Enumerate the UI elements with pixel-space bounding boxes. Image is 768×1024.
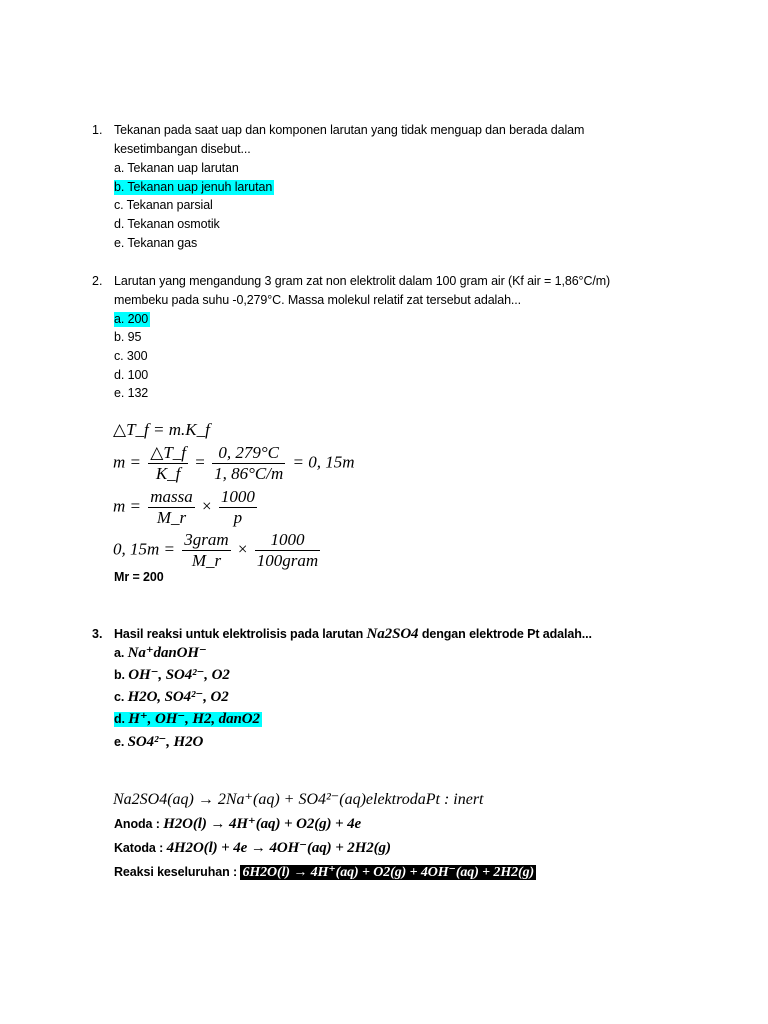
equation-substitution: 0, 15m = $\frac{\text{3gram}}{M\_r}$ × $\frac{1000}{\text{100gram}}$ bbox=[113, 530, 319, 570]
option-d: d. Tekanan osmotik bbox=[114, 217, 220, 231]
option-formula: Na⁺danOH⁻ bbox=[127, 645, 207, 661]
option-e bbox=[114, 734, 203, 750]
eq-lhs: m = bbox=[113, 496, 141, 516]
option-letter: b. bbox=[114, 668, 125, 682]
correct-answer-highlight: a. 200 bbox=[114, 312, 149, 326]
option-b bbox=[114, 667, 230, 683]
option-formula: SO4²⁻, H2O bbox=[127, 734, 204, 750]
eq-lhs: 0, 15m = bbox=[113, 539, 175, 559]
option-letter: d. bbox=[114, 712, 125, 726]
option-c: c. 300 bbox=[114, 349, 148, 363]
eq-lhs: m = bbox=[113, 452, 141, 472]
dissociation-reaction: Na2SO4(aq) → 2Na⁺(aq) + SO4²⁻(aq)elektrodaPt : inert bbox=[113, 791, 484, 808]
fraction bbox=[219, 487, 257, 528]
correct-answer-highlight: b. Tekanan uap jenuh larutan bbox=[114, 180, 273, 194]
equation-molality-mass: m = $\frac{\text{massa}}{M\_r}$ × $\frac{1000}{p}$ bbox=[113, 487, 255, 527]
question-text: Tekanan pada saat uap dan komponen larutan yang tidak menguap dan berada dalam bbox=[114, 123, 585, 137]
option-formula: OH⁻, SO4²⁻, O2 bbox=[128, 667, 230, 683]
fraction bbox=[212, 443, 285, 484]
overall-reaction bbox=[114, 864, 536, 881]
correct-answer-highlight bbox=[114, 712, 262, 727]
option-a-correct bbox=[114, 311, 150, 327]
fraction bbox=[182, 530, 230, 571]
anode-reaction bbox=[114, 816, 361, 832]
denominator: M_r bbox=[156, 508, 187, 527]
formula-na2so4: Na2SO4 bbox=[366, 626, 419, 642]
option-b-correct bbox=[114, 179, 274, 195]
numerator: massa bbox=[150, 487, 193, 506]
option-letter: a. bbox=[114, 646, 125, 660]
option-e: e. 132 bbox=[114, 386, 149, 400]
final-result: Mr = 200 bbox=[114, 570, 164, 584]
fraction bbox=[148, 487, 195, 528]
question-number: 2. bbox=[92, 274, 103, 288]
option-a: a. Tekanan uap larutan bbox=[114, 161, 239, 175]
numerator: 0, 279°C bbox=[212, 443, 285, 464]
cathode-reaction bbox=[114, 840, 391, 856]
equation-freezing-point: △T_f = m.K_f bbox=[113, 420, 210, 439]
option-d: d. 100 bbox=[114, 368, 149, 382]
option-c: c. Tekanan parsial bbox=[114, 198, 213, 212]
option-d-correct bbox=[114, 711, 262, 727]
cathode-label: Katoda : bbox=[114, 841, 164, 855]
anode-label: Anoda : bbox=[114, 817, 160, 831]
option-letter: e. bbox=[114, 735, 125, 749]
eq-result: = 0, 15m bbox=[292, 452, 355, 472]
numerator: 3gram bbox=[184, 530, 229, 549]
denominator: p bbox=[233, 508, 243, 527]
numerator: 1000 bbox=[220, 487, 255, 506]
question-text-end: dengan elektrode Pt adalah... bbox=[421, 627, 592, 641]
option-b: b. 95 bbox=[114, 330, 142, 344]
overall-equation: 6H2O(l) → 4H⁺(aq) + O2(g) + 4OH⁻(aq) + 2H2(g) bbox=[242, 865, 535, 880]
option-c bbox=[114, 689, 229, 705]
question-text bbox=[114, 626, 592, 642]
option-e: e. Tekanan gas bbox=[114, 236, 198, 250]
fraction bbox=[255, 530, 320, 571]
numerator: 1000 bbox=[255, 530, 320, 551]
question-text: membeku pada suhu -0,279°C. Massa molekul relatif zat tersebut adalah... bbox=[114, 293, 522, 307]
denominator: K_f bbox=[155, 464, 181, 483]
anode-equation: H2O(l) → 4H⁺(aq) + O2(g) + 4e bbox=[163, 816, 362, 832]
cathode-equation: 4H2O(l) + 4e → 4OH⁻(aq) + 2H2(g) bbox=[166, 840, 391, 856]
question-number: 1. bbox=[92, 123, 103, 137]
denominator: 1, 86°C/m bbox=[214, 464, 284, 483]
equation-molality: m = $\frac{\triangle T\_f}{K\_f}$ = $\frac{0, 279^\circ C}{1, 86^\circ C/m}$ = 0, 15m bbox=[113, 443, 355, 483]
numerator: △T_f bbox=[150, 443, 187, 462]
question-text: kesetimbangan disebut... bbox=[114, 142, 251, 156]
fraction bbox=[148, 443, 188, 484]
question-text: Larutan yang mengandung 3 gram zat non elektrolit dalam 100 gram air (Kf air = 1,86°C/m) bbox=[114, 274, 611, 288]
denominator: M_r bbox=[191, 551, 222, 570]
denominator: 100gram bbox=[256, 551, 319, 570]
option-a bbox=[114, 645, 207, 661]
overall-label: Reaksi keseluruhan : bbox=[114, 865, 238, 879]
option-letter: c. bbox=[114, 690, 125, 704]
option-formula: H2O, SO4²⁻, O2 bbox=[127, 689, 229, 705]
question-text-start: Hasil reaksi untuk elektrolisis pada larutan bbox=[114, 627, 364, 641]
option-formula: H⁺, OH⁻, H2, danO2 bbox=[128, 711, 260, 727]
question-number: 3. bbox=[92, 627, 103, 641]
